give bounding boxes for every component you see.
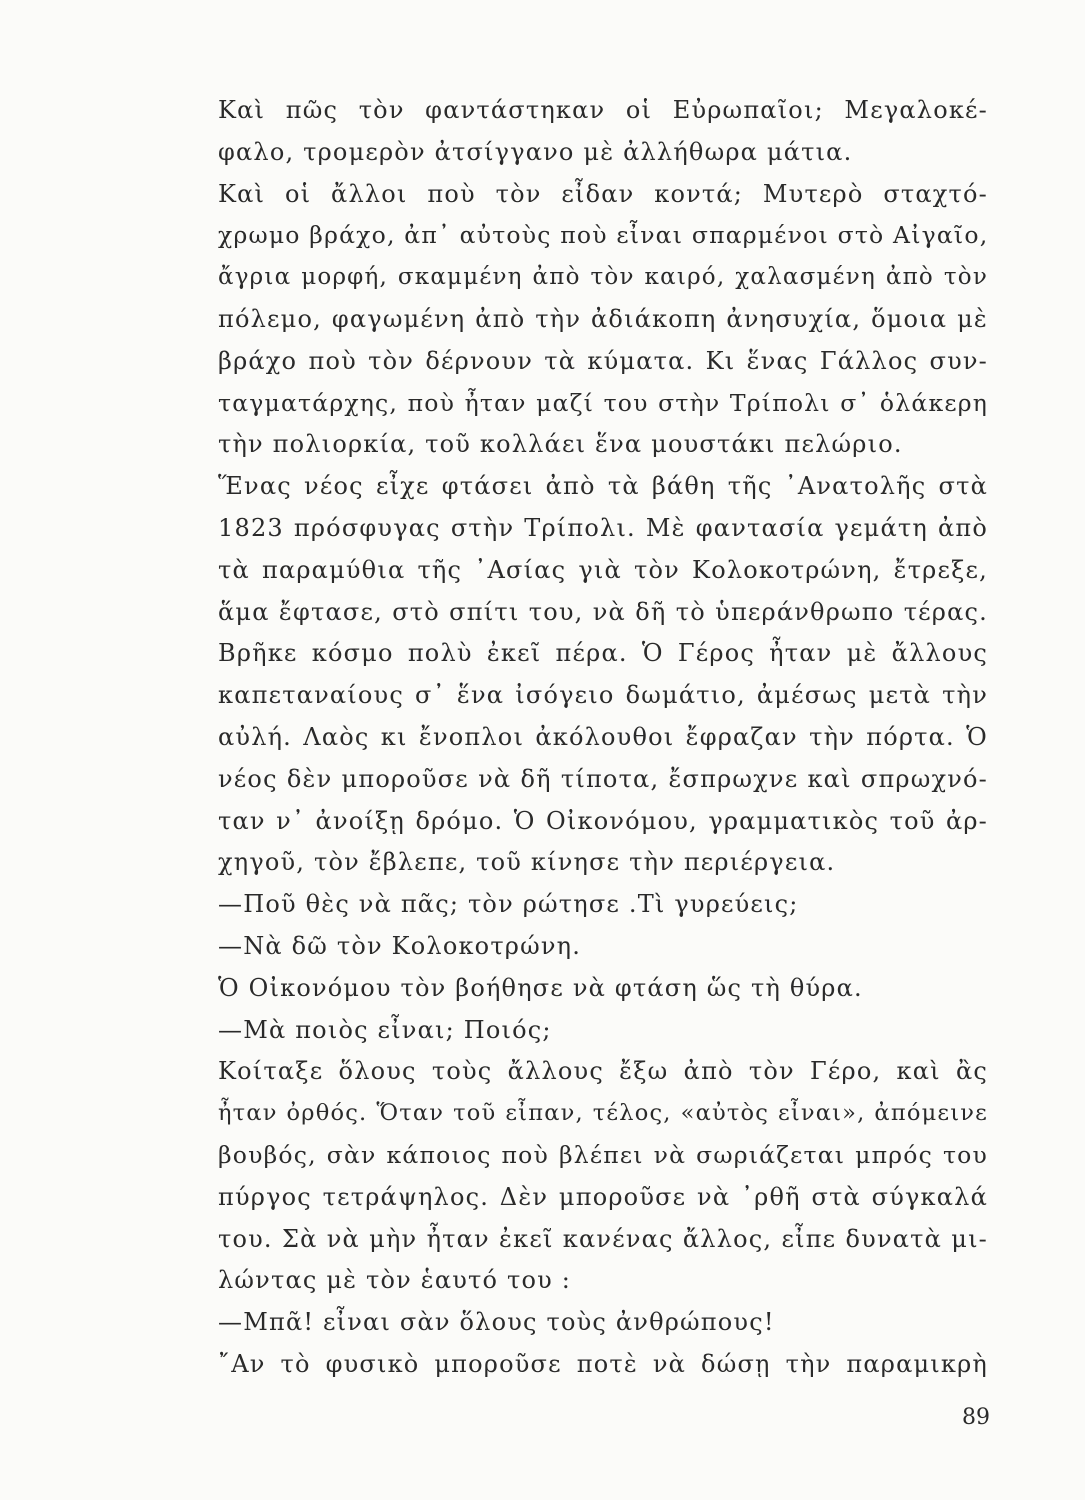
text-line: Ἕνας νέος εἶχε φτάσει ἀπὸ τὰ βάθη τῆς ᾽Ανατολῆς στὰ: [218, 472, 988, 501]
text-line: —Μὰ ποιὸς εἶναι; Ποιός;: [218, 1015, 552, 1044]
text-line: 1823 πρόσφυγας στὴν Τρίπολι. Μὲ φαντασία γεμάτη ἀπὸ: [218, 513, 988, 542]
text-line: χηγοῦ, τὸν ἔβλεπε, τοῦ κίνησε τὴν περιέργεια.: [218, 848, 836, 877]
text-line: βουβός, σὰν κάποιος ποὺ βλέπει νὰ σωριάζεται μπρός του: [218, 1140, 988, 1169]
text-line: ἄγρια μορφή, σκαμμένη ἀπὸ τὸν καιρό, χαλασμένη ἀπὸ τὸν: [218, 264, 988, 291]
text-line: του. Σὰ νὰ μὴν ἦταν ἐκεῖ κανένας ἄλλος, εἶπε δυνατὰ μι-: [218, 1224, 988, 1253]
text-line: πόλεμο, φαγωμένη ἀπὸ τὴν ἀδιάκοπη ἀνησυχία, ὅμοια μὲ: [218, 304, 988, 333]
text-line: —Νὰ δῶ τὸν Κολοκοτρώνη.: [218, 931, 582, 960]
page-number: 89: [962, 1405, 990, 1430]
text-line: Καὶ οἱ ἄλλοι ποὺ τὸν εἶδαν κοντά; Μυτερὸ σταχτό-: [218, 179, 988, 208]
text-line: Κοίταξε ὅλους τοὺς ἄλλους ἔξω ἀπὸ τὸν Γέρο, καὶ ἂς: [218, 1057, 988, 1086]
text-line: —Μπᾶ! εἶναι σὰν ὅλους τοὺς ἀνθρώπους!: [218, 1308, 775, 1337]
text-line: πύργος τετράψηλος. Δὲν μποροῦσε νὰ ᾽ρθῆ στὰ σύγκαλά: [218, 1182, 988, 1211]
text-line: λώντας μὲ τὸν ἑαυτό του :: [218, 1266, 572, 1295]
text-line: Καὶ πῶς τὸν φαντάστηκαν οἱ Εὐρωπαῖοι; Μεγαλοκέ-: [218, 96, 988, 124]
text-line: βράχο ποὺ τὸν δέρνουν τὰ κύματα. Κι ἕνας Γάλλος συν-: [218, 346, 988, 375]
text-line: Βρῆκε κόσμο πολὺ ἐκεῖ πέρα. Ὁ Γέρος ἦταν μὲ ἄλλους: [218, 639, 988, 668]
text-line: νέος δὲν μποροῦσε νὰ δῆ τίποτα, ἔσπρωχνε καὶ σπρωχνό-: [218, 764, 988, 793]
text-line: φαλο, τρομερὸν ἀτσίγγανο μὲ ἀλλήθωρα μάτια.: [218, 137, 853, 166]
text-line: καπεταναίους σ᾽ ἕνα ἰσόγειο δωμάτιο, ἀμέσως μετὰ τὴν: [218, 681, 988, 710]
text-line: τὰ παραμύθια τῆς ᾽Ασίας γιὰ τὸν Κολοκοτρώνη, ἔτρεξε,: [218, 555, 988, 584]
text-line: αὐλή. Λαὸς κι ἔνοπλοι ἀκόλουθοι ἔφραζαν τὴν πόρτα. Ὁ: [218, 722, 988, 751]
text-line: χρωμο βράχο, ἀπ᾽ αὐτοὺς ποὺ εἶναι σπαρμένοι στὸ Αἰγαῖο,: [218, 221, 988, 250]
text-line: Ὁ Οἰκονόμου τὸν βοήθησε νὰ φτάση ὥς τὴ θύρα.: [218, 973, 863, 1002]
text-line: ταγματάρχης, ποὺ ἦταν μαζί του στὴν Τρίπολι σ᾽ ὁλάκερη: [218, 388, 988, 417]
text-line: ταν ν᾽ ἀνοίξῃ δρόμο. Ὁ Οἰκονόμου, γραμματικὸς τοῦ ἀρ-: [218, 806, 988, 835]
text-line: ἦταν ὀρθός. Ὅταν τοῦ εἶπαν, τέλος, «αὐτὸς εἶναι», ἀπόμεινε: [218, 1100, 988, 1127]
text-line: —Ποῦ θὲς νὰ πᾶς; τὸν ρώτησε .Τὶ γυρεύεις;: [218, 890, 799, 919]
text-line: τὴν πολιορκία, τοῦ κολλάει ἕνα μουστάκι πελώριο.: [218, 430, 903, 459]
text-line: ἅμα ἔφτασε, στὸ σπίτι του, νὰ δῆ τὸ ὑπεράνθρωπο τέρας.: [218, 597, 988, 626]
text-line: ῎Αν τὸ φυσικὸ μποροῦσε ποτὲ νὰ δώσῃ τὴν παραμικρὴ: [218, 1349, 988, 1378]
body-text: [218, 90, 988, 1386]
